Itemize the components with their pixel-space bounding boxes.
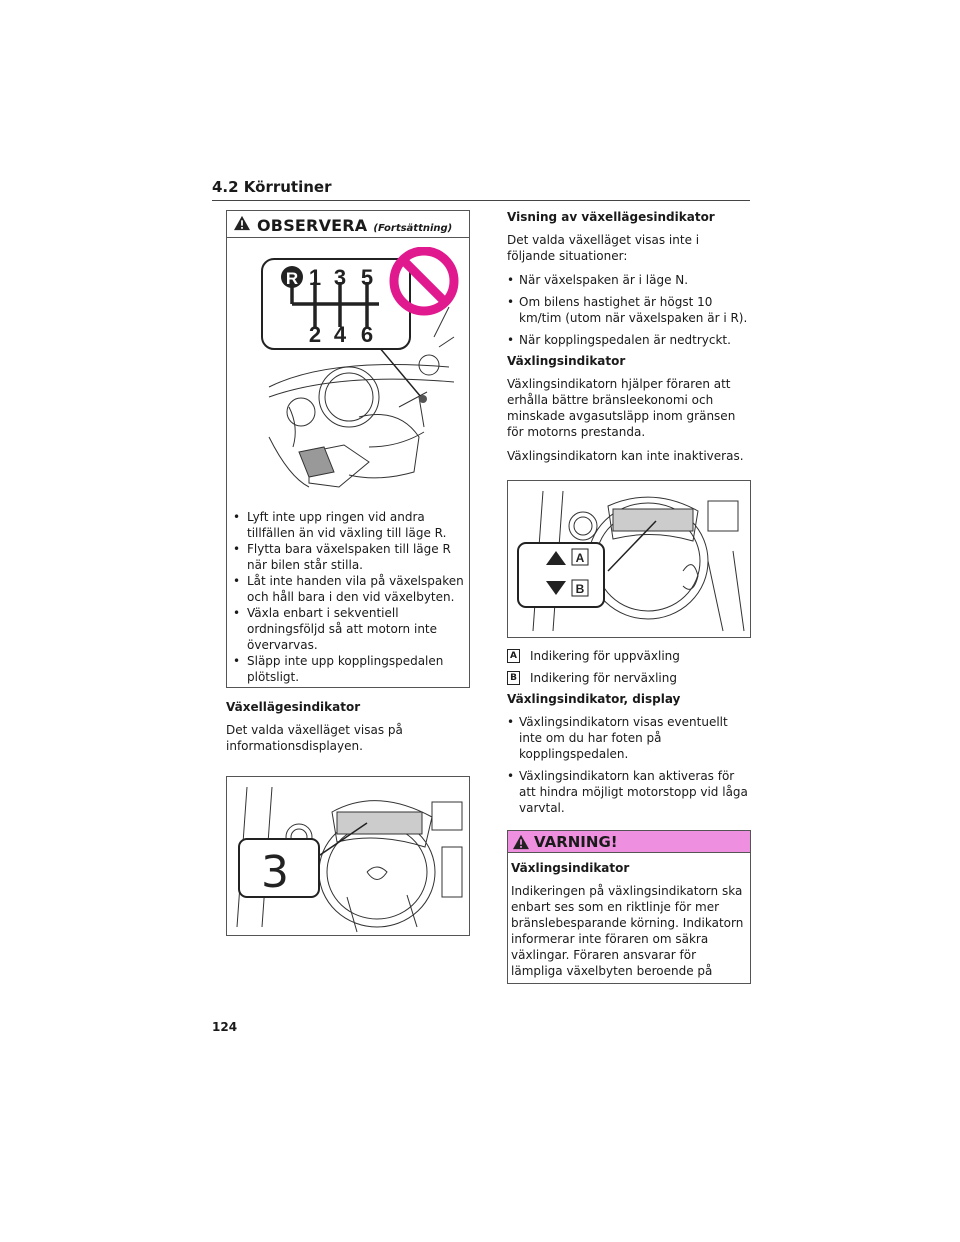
list-item: • Släpp inte upp kopplingspedalen plötsligt. [227, 653, 465, 685]
visning-bullets [507, 272, 751, 348]
varning-header [508, 831, 750, 853]
paragraph: Växlingsindikatorn hjälper föraren att erhålla bättre bränsleekonomi och minskade avgasutsläpp inom gränsen för motorns prestanda. [507, 377, 736, 439]
list-item: • När kopplingspedalen är nedtryckt. [507, 332, 751, 348]
gear-6-label: 6 [360, 322, 374, 347]
list-item: • Flytta bara växelspaken till läge R när bilen står stilla. [227, 541, 465, 573]
observera-label: OBSERVERA [257, 216, 368, 235]
gear-r-label: R [285, 269, 299, 288]
section-header [212, 178, 750, 201]
heading-vaxellagesindikator: Växellägesindikator [226, 700, 361, 714]
paragraph: Växlingsindikatorn kan inte inaktiveras. [507, 449, 744, 463]
section-title: 4.2 Körrutiner [212, 178, 332, 196]
legend-text: Indikering för nerväxling [530, 671, 677, 685]
heading-display: Växlingsindikator, display [507, 692, 681, 706]
legend-text: Indikering för uppväxling [530, 649, 680, 663]
shift-indicator-illustration [507, 480, 751, 638]
list-item: • Växla enbart i sekventiell ordningsföljd så att motorn inte övervarvas. [227, 605, 465, 653]
display-bullets [507, 714, 751, 816]
varning-label: VARNING! [534, 833, 618, 851]
shift-indicator-drawing [508, 481, 750, 637]
gear-3-label: 3 [333, 265, 347, 290]
observera-header [227, 211, 469, 235]
page-number: 124 [212, 1020, 238, 1034]
observera-box [226, 210, 470, 688]
varning-text: Indikeringen på växlingsindikatorn ska enbart ses som en riktlinje för mer bränslebesparande körning. Indikatorn informerar inte föraren om säkra växlingar. Föraren ansvarar för lämpliga växelbyten beroende på [511, 884, 744, 978]
legend-letter-b: B [575, 582, 585, 596]
header-rule [212, 200, 750, 201]
list-item: • Växlingsindikatorn visas eventuellt inte om du har foten på kopplingspedalen. [507, 714, 751, 762]
gear-4-label: 4 [333, 322, 347, 347]
paragraph: Det valda växelläget visas inte i följande situationer: [507, 233, 700, 263]
list-item: • Låt inte handen vila på växelspaken och håll bara i den vid växelbyten. [227, 573, 465, 605]
varning-body [508, 853, 750, 983]
observera-rule [227, 237, 469, 238]
legend-item [507, 670, 751, 686]
legend-letter-a: A [575, 551, 585, 565]
gear-1-label: 1 [308, 265, 322, 290]
varning-box [507, 830, 751, 984]
left-column [226, 210, 470, 936]
gear-shift-illustration [249, 247, 459, 495]
dashboard-display-drawing [227, 777, 469, 935]
observera-continued: (Fortsättning) [373, 223, 453, 234]
display-illustration [226, 776, 470, 936]
gear-5-label: 5 [360, 265, 374, 290]
heading-vaxlingsindikator: Växlingsindikator [507, 354, 626, 368]
varning-heading: Växlingsindikator [511, 861, 630, 875]
gear-display-value: 3 [261, 847, 289, 898]
gear-2-label: 2 [308, 322, 322, 347]
right-column [507, 210, 751, 984]
list-item: • Om bilens hastighet är högst 10 km/tim (utom när växelspaken är i R). [507, 294, 751, 326]
list-item: • Växlingsindikatorn kan aktiveras för att hindra möjligt motorstopp vid låga varvtal. [507, 768, 751, 816]
heading-visning: Visning av växellägesindikator [507, 210, 715, 224]
list-item: • Lyft inte upp ringen vid andra tillfällen än vid växling till läge R. [227, 509, 465, 541]
legend-key-b: B [507, 671, 520, 685]
legend-key-a: A [507, 649, 520, 663]
warning-triangle-icon [233, 215, 251, 231]
observera-bullets [227, 509, 465, 685]
list-item: • När växelspaken är i läge N. [507, 272, 751, 288]
warning-triangle-icon [512, 834, 530, 850]
legend-item [507, 648, 751, 664]
paragraph: Det valda växelläget visas på informationsdisplayen. [226, 723, 403, 753]
